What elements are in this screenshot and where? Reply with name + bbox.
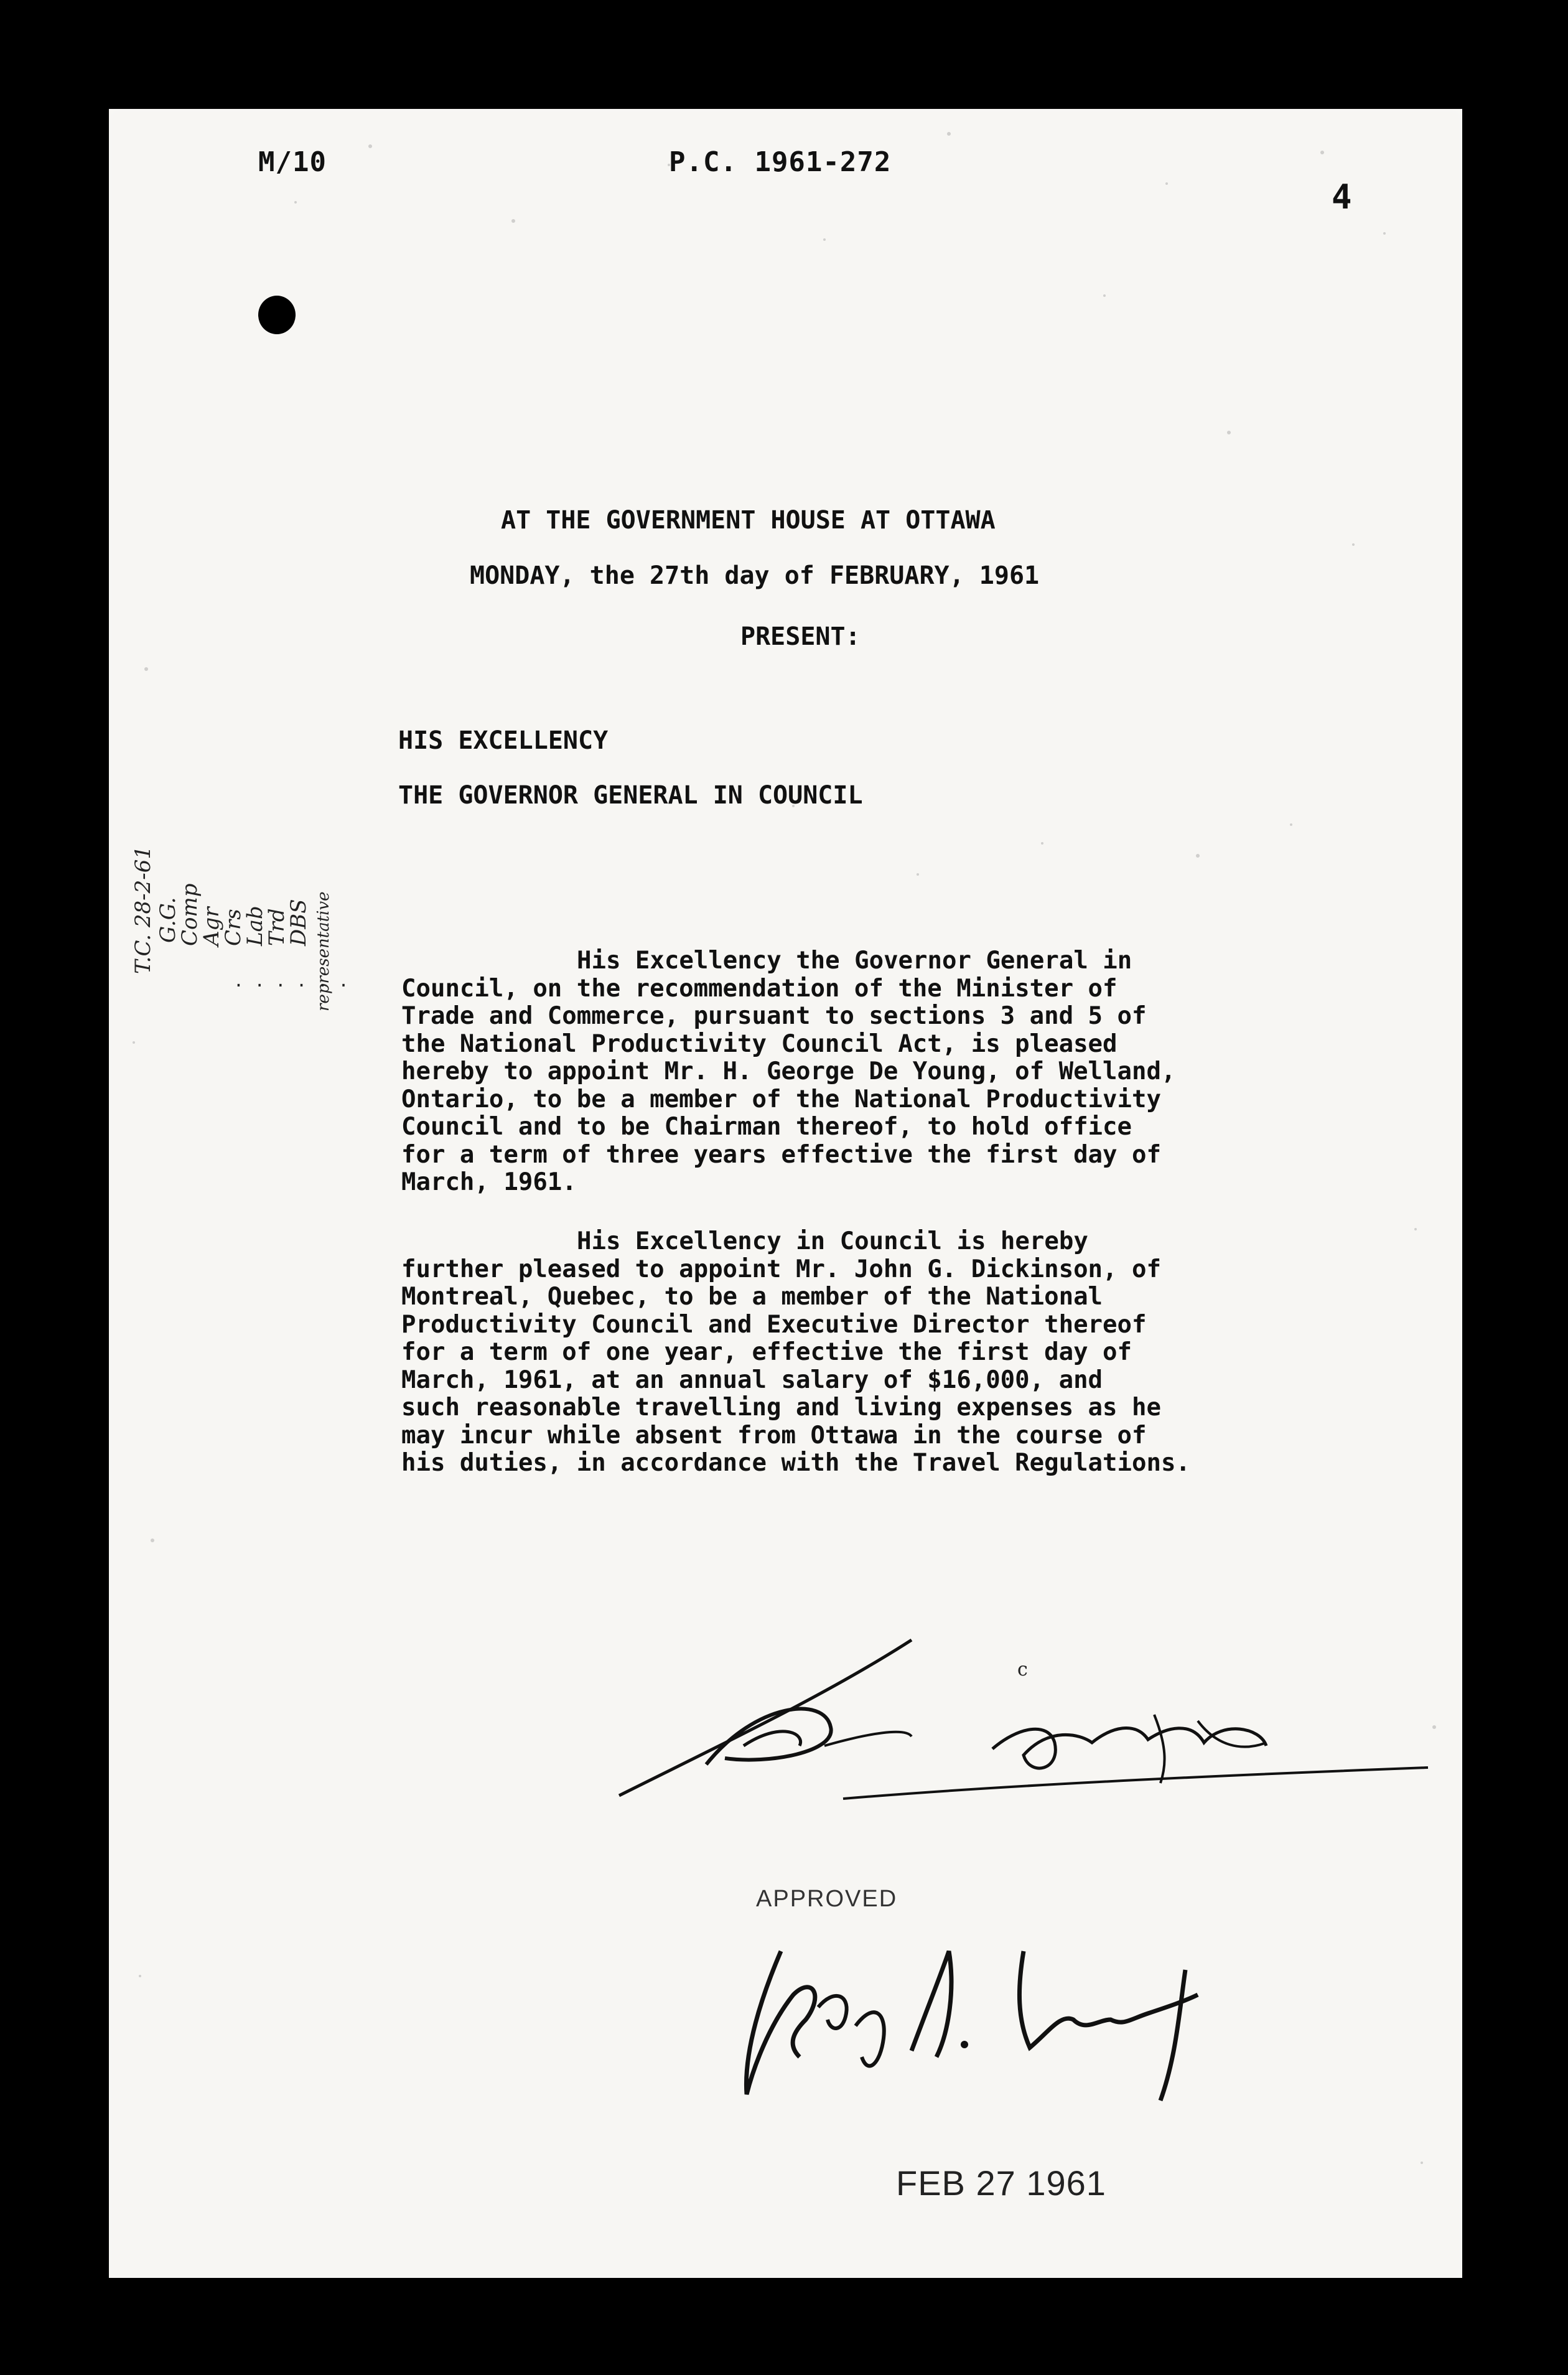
- margin-note-8: DBS: [286, 899, 311, 946]
- p2-line: for a term of one year, effective the first day of: [401, 1338, 1132, 1366]
- document-page: [109, 109, 1462, 2278]
- body-paragraph-1: [401, 947, 1409, 1197]
- approval-date-stamp: FEB 27 1961: [896, 2163, 1106, 2203]
- svg-text:. . . . . .: . . . . . .: [233, 970, 349, 991]
- margin-note-1: T.C. 28-2-61: [131, 845, 156, 974]
- p2-line: Montreal, Quebec, to be a member of the National: [401, 1283, 1103, 1311]
- margin-note-2: G.G.: [156, 897, 180, 943]
- p1-line: His Excellency the Governor General in: [577, 947, 1132, 975]
- p1-line: the National Productivity Council Act, is pleased: [401, 1029, 1118, 1058]
- p1-line: for a term of three years effective the first day of: [401, 1140, 1161, 1169]
- punch-hole: [258, 296, 296, 334]
- prime-minister-signature: [619, 1628, 1459, 1814]
- p2-line: His Excellency in Council is hereby: [577, 1227, 1088, 1255]
- p2-line: further pleased to appoint Mr. John G. Dickinson, of: [401, 1255, 1161, 1283]
- page-number: 4: [1332, 177, 1353, 217]
- p2-line: his duties, in accordance with the Travel Regulations.: [401, 1449, 1190, 1477]
- p2-line: such reasonable travelling and living expenses as he: [401, 1394, 1161, 1422]
- heading-present: PRESENT:: [740, 622, 861, 651]
- approved-label: APPROVED: [756, 1886, 898, 1912]
- p1-line: Council and to be Chairman thereof, to hold office: [401, 1113, 1132, 1141]
- margin-note-7: Trd: [264, 908, 289, 946]
- addressee-line1: HIS EXCELLENCY: [398, 726, 609, 755]
- addressee-line2: THE GOVERNOR GENERAL IN COUNCIL: [398, 781, 863, 810]
- margin-note-3: Comp: [177, 883, 202, 946]
- p1-line: March, 1961.: [401, 1168, 577, 1196]
- margin-note-5: Crs: [221, 909, 246, 946]
- p1-line: hereby to appoint Mr. H. George De Young, of Welland,: [401, 1057, 1176, 1085]
- body-paragraph-2: [401, 1228, 1409, 1478]
- governor-general-signature: [725, 1914, 1285, 2113]
- heading-place: AT THE GOVERNMENT HOUSE AT OTTAWA: [501, 506, 996, 535]
- margin-note-9: representative: [314, 891, 333, 1011]
- order-number: P.C. 1961-272: [669, 146, 892, 178]
- initial-mark: c: [1017, 1659, 1028, 1680]
- margin-note-6: Lab: [243, 906, 268, 946]
- p1-line: Ontario, to be a member of the National Productivity: [401, 1085, 1161, 1113]
- p2-line: March, 1961, at an annual salary of $16,000, and: [401, 1366, 1103, 1394]
- p1-line: Council, on the recommendation of the Minister of: [401, 974, 1118, 1003]
- margin-note-4: Agr: [199, 907, 224, 946]
- p2-line: Productivity Council and Executive Director thereof: [401, 1310, 1147, 1339]
- margin-dots: [233, 970, 349, 1011]
- p2-line: may incur while absent from Ottawa in the course of: [401, 1421, 1147, 1450]
- p1-line: Trade and Commerce, pursuant to sections 3 and 5 of: [401, 1002, 1147, 1030]
- heading-date: MONDAY, the 27th day of FEBRUARY, 1961: [470, 561, 1040, 590]
- file-reference: M/10: [258, 146, 327, 178]
